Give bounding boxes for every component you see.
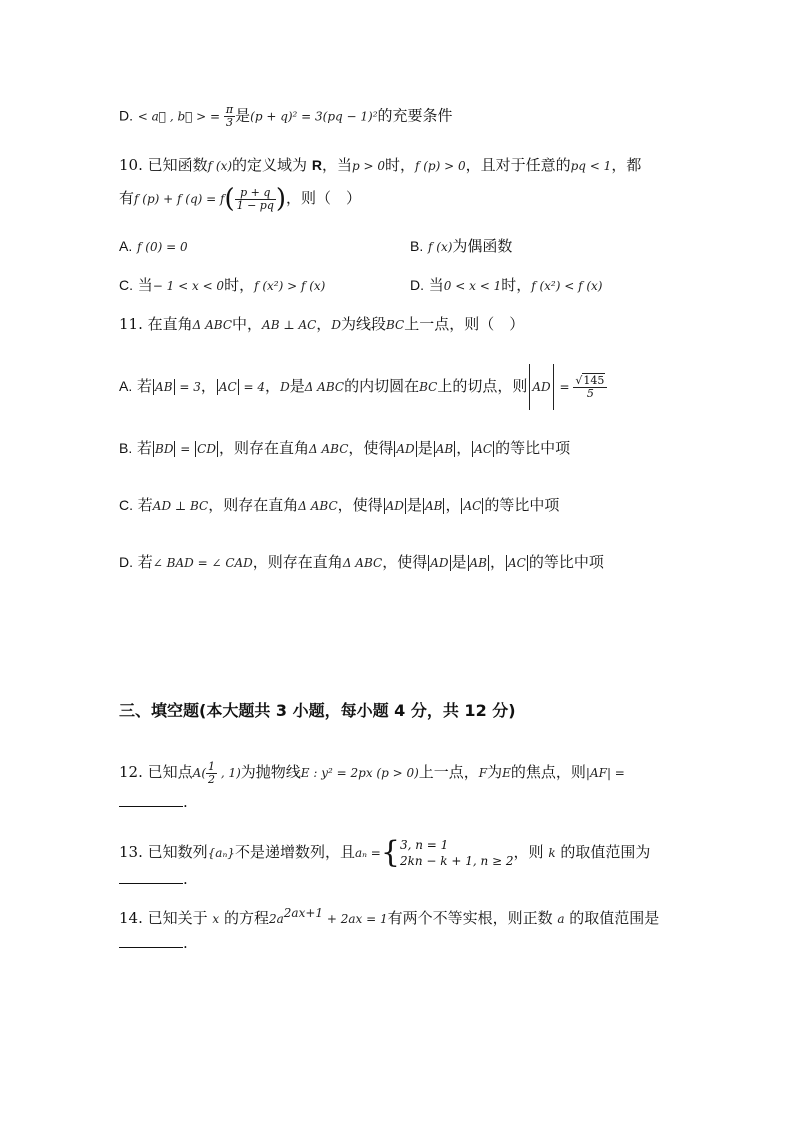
question-14: 14. 已知关于 x 的方程$2a^{2ax+1} + 2ax = 1$有两个不等实根，则正数 a 的取值范围是 <box>119 906 660 927</box>
question-number: 11. <box>119 315 143 333</box>
answer-blank <box>119 869 183 884</box>
option-label: D. <box>119 107 133 124</box>
question-12: 12. 已知点A( $\frac{1}{2}$ , 1)为抛物线E : y² = 2px (p > 0)上一点，F为E的焦点，则|AF| = <box>119 759 625 786</box>
section-heading: 三、填空题(本大题共 3 小题，每小题 4 分，共 12 分) <box>119 701 516 720</box>
question-number: 10. <box>119 156 143 174</box>
q12-answer-line[interactable]: . <box>119 792 188 812</box>
q10-option-a[interactable]: A. f (0) = 0 <box>119 238 188 254</box>
q10-option-d[interactable]: D. 当0 < x < 1时，f (x²) < f (x) <box>410 276 603 294</box>
question-number: 14. <box>119 909 143 927</box>
answer-blank <box>119 792 183 807</box>
q11-option-c[interactable]: C. 若AD ⊥ BC，则存在直角Δ ABC，使得 AD 是 AB ， AC 的等比中项 <box>119 496 560 514</box>
question-number: 12. <box>119 763 143 781</box>
q9-option-d: D. < a⃗ , b⃗ > = $\frac{\pi}{3}$ 是(p + q)² = 3(pq − 1)²的充要条件 <box>119 103 453 129</box>
q10-option-b[interactable]: B. f (x)为偶函数 <box>410 237 513 255</box>
answer-blank <box>119 933 183 948</box>
q11-option-d[interactable]: D. 若∠ BAD = ∠ CAD，则存在直角Δ ABC，使得 AD 是 AB ， AC 的等比中项 <box>119 553 604 571</box>
question-number: 13. <box>119 843 143 861</box>
q13-answer-line[interactable]: . <box>119 869 188 889</box>
question-10-stem-cont: 有f (p) + f (q) = f( $\frac{p + q}{1 - pq}$ )，则（ ） <box>119 184 362 214</box>
q11-option-a[interactable]: A. 若 AB = 3， AC = 4，D是Δ ABC的内切圆在BC上的切点，则 AD = $\frac{√145}{5}$ <box>119 362 607 411</box>
question-11-stem: 11. 在直角Δ ABC中，AB ⊥ AC，D为线段BC上一点，则（ ） <box>119 315 525 333</box>
q11-option-b[interactable]: B. 若 BD = CD ，则存在直角Δ ABC，使得 AD 是 AB ， AC 的等比中项 <box>119 439 571 457</box>
q10-option-c[interactable]: C. 当− 1 < x < 0时，f (x²) > f (x) <box>119 276 326 294</box>
question-10-stem: 10. 已知函数f (x)的定义域为 R，当p > 0时，f (p) > 0，且对于任意的pq < 1，都 <box>119 156 642 174</box>
question-13: 13. 已知数列{aₙ}不是递增数列，且aₙ ={ 3, n = 1 2kn − k + 1, n ≥ 2 ，则 k 的取值范围为 <box>119 835 651 870</box>
q14-answer-line[interactable]: . <box>119 933 188 953</box>
